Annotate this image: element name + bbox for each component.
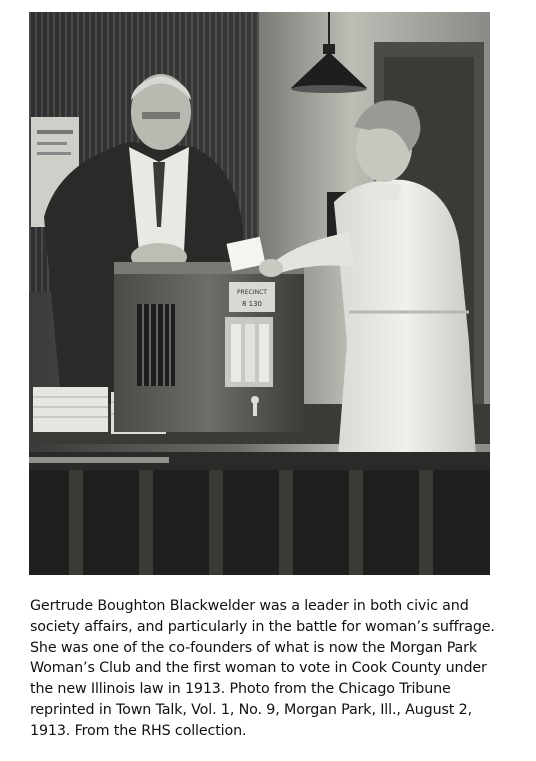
key-icon	[253, 402, 257, 416]
ballot-stack-left	[33, 387, 108, 432]
photo-caption: Gertrude Boughton Blackwelder was a leader in both civic and society affairs, and particularly in the battle for woman’s suffrage. She was one of the co-founders of what is now the Morgan Park Woman’s Club and the first woman to vote in Cook County under the new Illinois law in 1913. Photo from the Chicago Tribune reprinted in Town Talk, Vol. 1, No. 9, Morgan Park, Ill., August 2, 1913. From the RHS collection.	[30, 598, 495, 739]
railing	[29, 452, 490, 575]
precinct-label-line1: PRECINCT	[237, 289, 267, 296]
precinct-label-line2: 8 130	[241, 300, 263, 308]
ballot-box	[114, 262, 304, 432]
photo-illustration	[29, 12, 490, 575]
historical-photograph	[29, 12, 490, 575]
